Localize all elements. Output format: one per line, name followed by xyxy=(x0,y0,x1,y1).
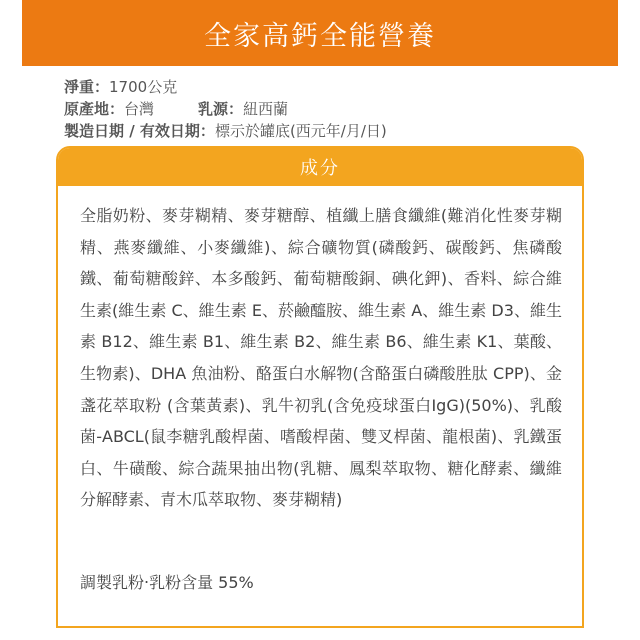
ingredients-title: 成分 xyxy=(300,158,340,179)
product-meta xyxy=(64,76,604,142)
origin-label: 原產地： xyxy=(64,100,125,118)
product-title: 全家高鈣全能營養 xyxy=(204,20,436,52)
milk-source-value: 紐西蘭 xyxy=(243,100,289,118)
net-weight-value: 1700公克 xyxy=(109,78,178,96)
ingredients-text: 全脂奶粉、麥芽糊精、麥芽糖醇、植纖上膳食纖維(難消化性麥芽糊精、燕麥纖維、小麥纖維)、綜合礦物質(磷酸鈣、碳酸鈣、焦磷酸鐵、葡萄糖酸鋅、本多酸鈣、葡萄糖酸銅、碘化鉀)、香料、綜合維生素(維生素 C、維生素 E、菸鹼醯胺、維生素 A、維生素 D3、維生素 B12、維生素 B1、維生素 B2、維生素 B6、維生素 K1、葉酸、生物素)、DHA 魚油粉、酪蛋白水解物(含酪蛋白磷酸胜肽 CPP)、金盞花萃取粉 (含葉黃素)、乳牛初乳(含免疫球蛋白IgG)(50%)、乳酸菌-ABCL(鼠李糖乳酸桿菌、嗜酸桿菌、雙叉桿菌、龍根菌)、乳鐵蛋白、牛磺酸、綜合蔬果抽出物(乳糖、鳳梨萃取物、糖化酵素、纖維分解酵素、青木瓜萃取物、麥芽糊精) xyxy=(80,206,562,510)
ingredients-panel-header xyxy=(58,148,582,186)
net-weight-label: 淨重： xyxy=(64,78,110,96)
date-label: 製造日期 / 有效日期： xyxy=(64,122,215,140)
milk-content-note: 調製乳粉‧乳粉含量 55% xyxy=(80,573,254,592)
title-banner xyxy=(22,0,618,66)
origin-row xyxy=(64,98,604,120)
ingredients-body xyxy=(58,186,582,516)
ingredients-panel xyxy=(56,146,584,628)
origin-value: 台灣 xyxy=(124,100,155,118)
milk-source-label: 乳源： xyxy=(198,100,244,118)
date-value: 標示於罐底(西元年/月/日) xyxy=(214,122,387,140)
date-row xyxy=(64,120,604,142)
net-weight-row xyxy=(64,76,604,98)
